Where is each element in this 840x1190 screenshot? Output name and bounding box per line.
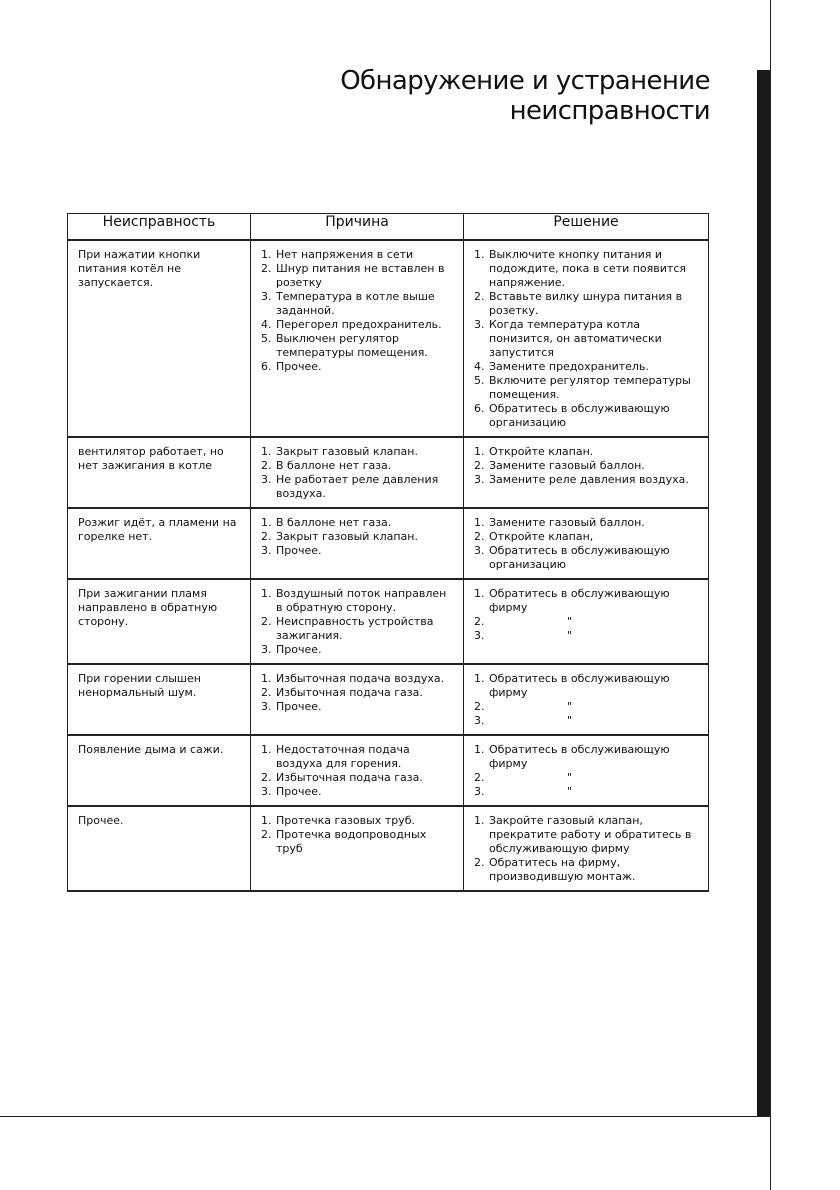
side-tab-bar: [757, 70, 770, 1116]
cause-cell: [251, 437, 464, 508]
page-title-line-2: неисправности: [509, 96, 710, 126]
list-item: 1. Замените газовый баллон.: [474, 516, 645, 529]
list-item: 2. Откройте клапан,: [474, 530, 594, 543]
cause-cell: [251, 579, 464, 664]
list-item: 2. Протечка водопроводных труб: [261, 828, 427, 855]
table-row: [68, 664, 709, 735]
list-item: 2. Шнур питания не вставлен в розетку: [261, 262, 445, 289]
list-item: 2. Неисправность устройства зажигания.: [261, 615, 434, 642]
list-item: 2. Вставьте вилку шнура питания в розетку.: [474, 290, 683, 317]
fault-cell: Розжиг идёт, а пламени на горелке нет.: [68, 508, 251, 579]
cause-cell: [251, 240, 464, 437]
fault-cell: При зажигании пламя направлено в обратную сторону.: [68, 579, 251, 664]
list-item: 1. Обратитесь в обслуживающую фирму: [474, 672, 670, 699]
list-item: 3. Обратитесь в обслуживающую организацию: [474, 544, 670, 571]
list-item: 3. ": [474, 629, 573, 642]
list-item: 3. ": [474, 714, 573, 727]
solution-cell: [464, 735, 709, 806]
table-row: [68, 579, 709, 664]
list-item: 2. ": [474, 700, 573, 713]
page-title: [340, 66, 710, 126]
fault-cell: При нажатии кнопки питания котёл не запускается.: [68, 240, 251, 437]
list-item: 1. Закрыт газовый клапан.: [261, 445, 418, 458]
solution-cell: [464, 437, 709, 508]
list-item: 3. Прочее.: [261, 700, 322, 713]
cause-cell: [251, 508, 464, 579]
list-item: 2. ": [474, 615, 573, 628]
list-item: 1. Выключите кнопку питания и подождите, пока в сети появится напряжение.: [474, 248, 686, 289]
list-item: 6. Прочее.: [261, 360, 322, 373]
list-item: 1. Откройте клапан.: [474, 445, 594, 458]
list-item: 3. Прочее.: [261, 643, 322, 656]
cause-cell: [251, 664, 464, 735]
page-title-line-1: Обнаружение и устранение: [340, 66, 710, 96]
table-row: [68, 240, 709, 437]
list-item: 4. Перегорел предохранитель.: [261, 318, 442, 331]
list-item: 3. Когда температура котла понизится, он автоматически запустится: [474, 318, 662, 359]
solution-cell: [464, 579, 709, 664]
list-item: 5. Выключен регулятор температуры помещения.: [261, 332, 428, 359]
table-row: [68, 735, 709, 806]
list-item: 3. Прочее.: [261, 544, 322, 557]
header-solution: Решение: [464, 214, 709, 241]
list-item: 1. Недостаточная подача воздуха для горения.: [261, 743, 410, 770]
list-item: 2. В баллоне нет газа.: [261, 459, 392, 472]
troubleshooting-table: [67, 213, 709, 892]
solution-cell: [464, 806, 709, 891]
header-fault: Неисправность: [68, 214, 251, 241]
header-cause: Причина: [251, 214, 464, 241]
list-item: 2. Закрыт газовый клапан.: [261, 530, 418, 543]
solution-cell: [464, 508, 709, 579]
right-margin-rule: [770, 0, 771, 1190]
cause-cell: [251, 806, 464, 891]
list-item: 1. Воздушный поток направлен в обратную сторону.: [261, 587, 447, 614]
bottom-rule: [0, 1116, 771, 1117]
list-item: 3. Не работает реле давления воздуха.: [261, 473, 439, 500]
list-item: 3. Прочее.: [261, 785, 322, 798]
table-header-row: [68, 214, 709, 241]
list-item: 3. ": [474, 785, 573, 798]
list-item: 4. Замените предохранитель.: [474, 360, 649, 373]
fault-cell: Появление дыма и сажи.: [68, 735, 251, 806]
list-item: 5. Включите регулятор температуры помещения.: [474, 374, 691, 401]
list-item: 2. Замените газовый баллон.: [474, 459, 645, 472]
list-item: 1. Избыточная подача воздуха.: [261, 672, 445, 685]
list-item: 2. Избыточная подача газа.: [261, 686, 423, 699]
list-item: 1. Обратитесь в обслуживающую фирму: [474, 587, 670, 614]
list-item: 2. Избыточная подача газа.: [261, 771, 423, 784]
table-row: [68, 806, 709, 891]
table-row: [68, 437, 709, 508]
cause-cell: [251, 735, 464, 806]
list-item: 1. Нет напряжения в сети: [261, 248, 414, 261]
fault-cell: При горении слышен ненормальный шум.: [68, 664, 251, 735]
list-item: 3. Замените реле давления воздуха.: [474, 473, 689, 486]
solution-cell: [464, 240, 709, 437]
solution-cell: [464, 664, 709, 735]
list-item: 1. Обратитесь в обслуживающую фирму: [474, 743, 670, 770]
list-item: 1. Закройте газовый клапан, прекратите работу и обратитесь в обслуживающую фирму: [474, 814, 692, 855]
list-item: 1. Протечка газовых труб.: [261, 814, 415, 827]
list-item: 6. Обратитесь в обслуживающую организацию: [474, 402, 670, 429]
fault-cell: вентилятор работает, но нет зажигания в котле: [68, 437, 251, 508]
list-item: 1. В баллоне нет газа.: [261, 516, 392, 529]
table-row: [68, 508, 709, 579]
fault-cell: Прочее.: [68, 806, 251, 891]
list-item: 3. Температура в котле выше заданной.: [261, 290, 435, 317]
list-item: 2. Обратитесь на фирму, производившую монтаж.: [474, 856, 636, 883]
list-item: 2. ": [474, 771, 573, 784]
